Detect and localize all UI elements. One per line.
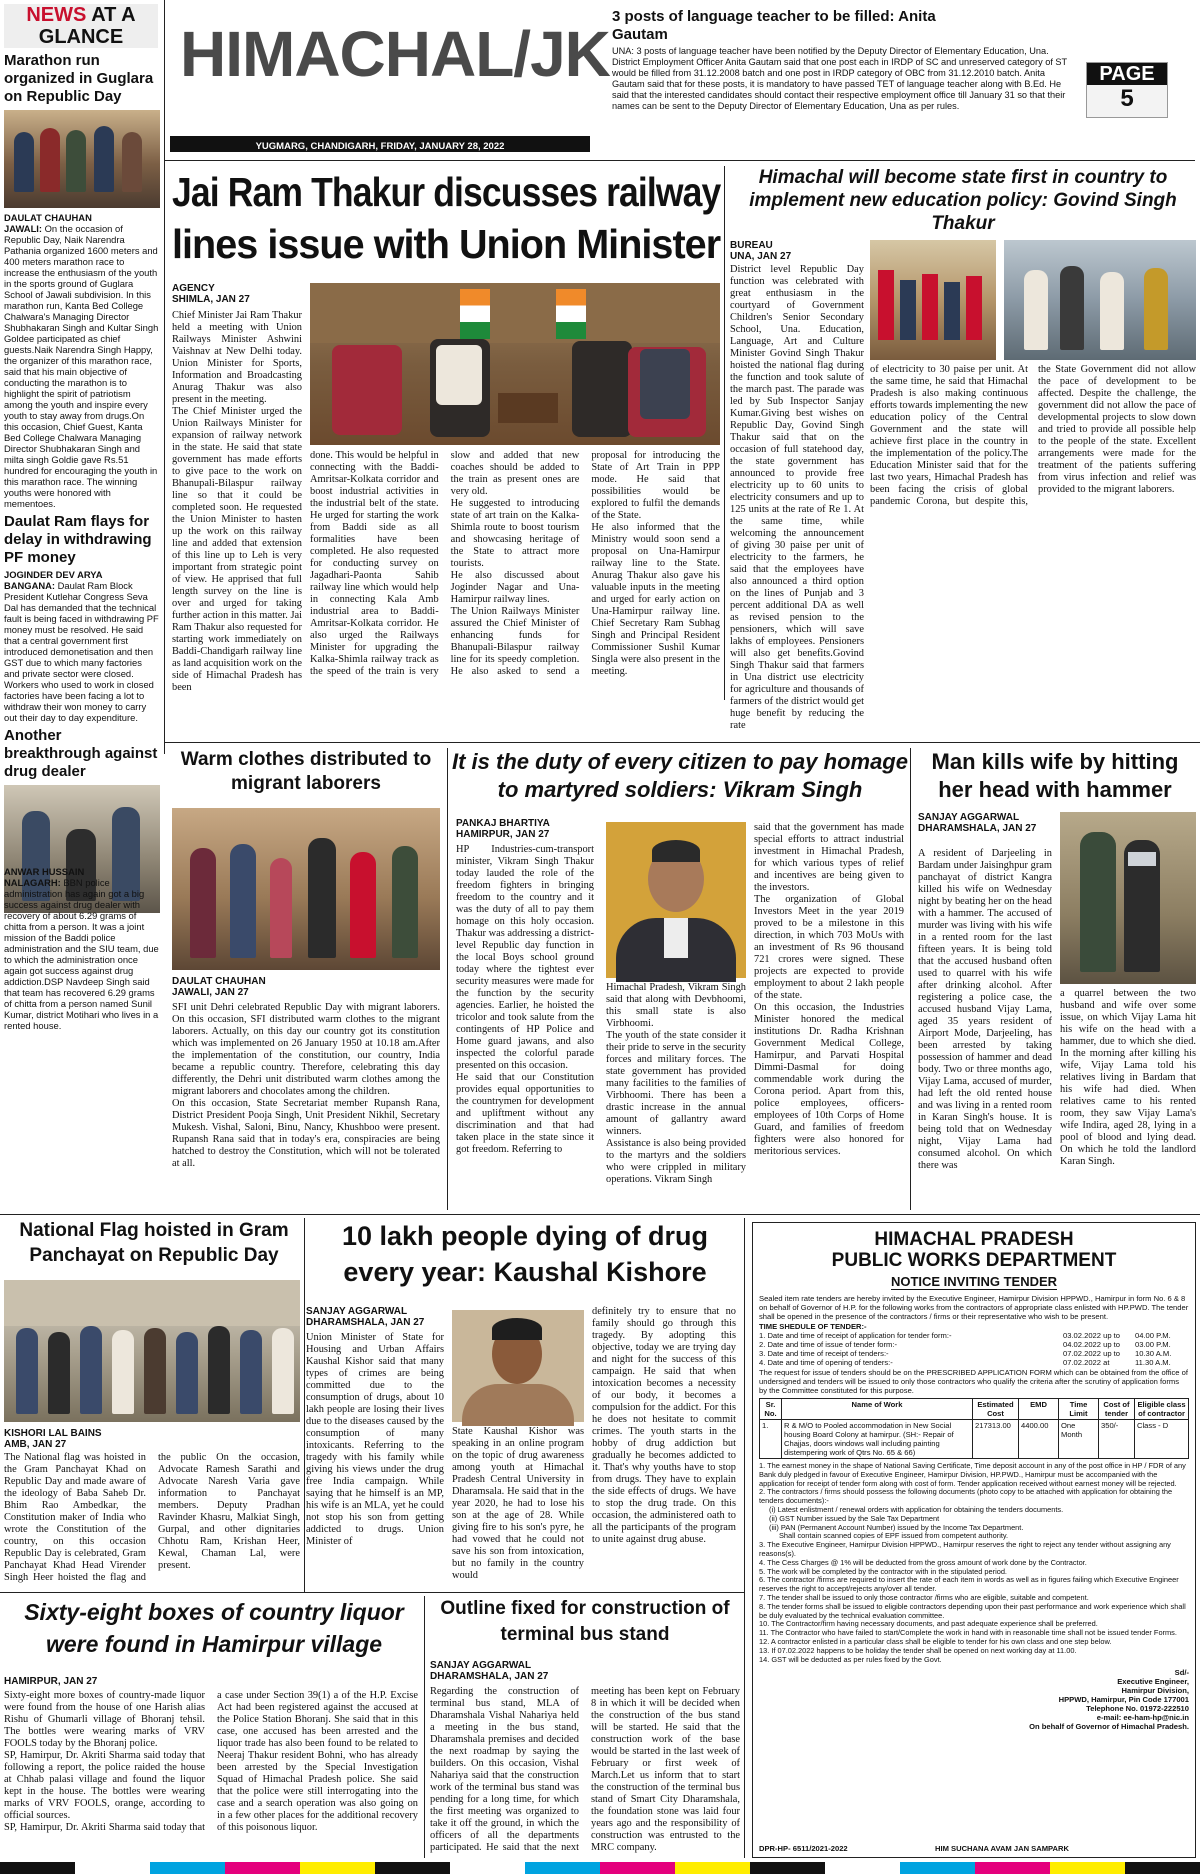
page-number: 5 (1120, 85, 1134, 112)
sidebar (4, 52, 160, 780)
page-label: PAGE (1087, 63, 1167, 85)
tender-schedule-row (759, 1340, 1189, 1349)
brief-pf-text (4, 580, 160, 723)
schedule-time: 04.00 P.M. (1135, 1331, 1171, 1340)
warm-clothes-byline-name: DAULAT CHAUHAN (172, 976, 266, 987)
wife-headline: Man kills wife by hitting her head with hammer (931, 749, 1179, 802)
tender-title-1: HIMACHAL PRADESH (874, 1229, 1074, 1250)
top-story-headline: 3 posts of language teacher to be filled: Anita Gautam (612, 8, 936, 43)
warm-clothes-photo (172, 808, 440, 970)
tender-schedule-row (759, 1331, 1189, 1340)
lead-byline (172, 283, 302, 305)
section-rule-2 (0, 1214, 1200, 1215)
busstand-byline-place: DHARAMSHALA, JAN 27 (430, 1671, 549, 1682)
sign-line: On behalf of Governor of Himachal Pradesh. (1029, 1722, 1189, 1732)
section-rule-1 (165, 742, 1200, 743)
brief-pf-place: BANGANA: (4, 580, 56, 591)
liquor-text: Sixty-eight more boxes of country-made liquor were found from the house of one Harish alias Rishu of Ghumarli village of Bhoranj tehsil. The bottles were wearing marks of VRV FOOLS today by the Bhoranj police. SP, Hamirpur, Dr. Akriti Sharma said today that following a report, the police raided the house at Chhab palasi village and found the liquor kept in the house. The bottles were wearing marks of VRV FOOLS, orange, according to official sources. SP, Hamirpur, Dr. Akriti Sharma said today that a case under Section 39(1) a of the H.P. Excise Act had been registered against the accused at the Police Station Bhoranj. She said that in this case, one accused has been arrested and the liquor trade has also been found to be related to Neeraj Thakur resident Bohni, who has already been arrested by the Special Investigation Squad of Himachal Pradesh police. She said that the police were still interrogating into the case and a search operation was also going on in a few other places for the additional recovery of this poisonous liquor. (4, 1690, 418, 1833)
sign-line: e-mail: ee-ham-hp@nic.in (1096, 1713, 1189, 1723)
glance-label: GLANCE (38, 26, 124, 48)
homage-byline-place: HAMIRPUR, JAN 27 (456, 829, 550, 840)
condition-item: 12. A contractor enlisted in a particular class shall be eligible to tender for his own class and one step below. (759, 1636, 1112, 1646)
brief-marathon-text (4, 223, 160, 509)
tender-intro: Sealed item rate tenders are hereby invited by the Executive Engineer, Hamirpur Division HPPWD., Hamirpur in form No. 6 & 8 on behalf of Governor of H.P. for the following works from the contractors of appropriate class enlisted with HP.PWD. The tender shall be opened in the presence of the contractors / firms or their representative who wish to be present. (759, 1294, 1189, 1321)
brief-drug-title: Another breakthrough against drug dealer (4, 727, 158, 780)
wife-text-right: a quarrel between the two husband and wife over some issue, on which Vijay Lama hit his wife on the head with a hammer, due to which she died. In the morning after killing his wife, Vijay Lama told his relatives living in Bardam that his wife had died. When relatives came to his rented room, they saw Vijay Lama's wife Indira, aged 28, lying in a pool of blood and lying dead. On which he told the landlord Karan Singh. (1060, 988, 1196, 1167)
schedule-label: 1. Date and time of receipt of application for tender form:- (759, 1331, 952, 1340)
top-story-text: UNA: 3 posts of language teacher have been notified by the Deputy Director of Elementary Education, Una. District Employment Officer Anita Gautam said that one post each in IRDP of SC and unreserved category of ST would be filled from 31.12.2008 batch and one post in IRDP category of OBC from 31.12.2010 batch. Anita Gautam said that for these posts, it is mandatory to have passed TET of language teacher along with B.Ed. He said that the interested candidates should contact their respective employment office till January 31 so that their names can be sent to the Deputy Director of Elementary Education, Una as per rules. (612, 46, 1068, 111)
schedule-time: 11.30 A.M. (1135, 1358, 1171, 1367)
drug-text-left: Union Minister of State for Housing and Urban Affairs Kaushal Kishor said that many types of crimes are being committed due to the consumption of drugs, about 10 lakh people are losing their lives due to the diseases caused by the consumption of many intoxicants. Referring to the tragedy with his family while giving his views under the drug free India campaign. While saying that he himself is an MP, his wife is an MLA, yet he could not stop his son from getting addicted to drugs. Union Minister of (306, 1332, 444, 1547)
homage-text-right: said that the government has made special efforts to attract industrial investment in Himachal Pradesh, for which various types of relief and incentives are being given to the investors. The organization of Global Investors Meet in the year 2019 proved to be a milestone in this direction, in which 703 MoUs with an investment of Rs 96 thousand 721 crores were signed. These projects are expected to provide employment to about 2 lakh people of the state. On this occasion, the Industries Minister honored the medical institutions Dr. Radha Krishnan Government Medical College, Hamirpur, and Parvati Hospital Dimmi-Dasmal for doing commendable work during the Corona period. Apart from this, police employees, officers-employees of 10th Corps of Home Guard, and families of freedom fighters were also honored for meritorious services. (754, 822, 904, 1157)
lead-rule-right (724, 166, 725, 700)
lead-text-bottom: done. This would be helpful in connecting with the Baddi-Amritsar-Kolkata corridor and boost industrial activities in the industrial belt of the state. He urged for starting the work from Baddi side as all formalities have been completed. He also requested for conducting survey on Jagadhari-Paonta Sahib railway line which would help in connecting Kala Amb industrial area to Baddi-Amritsar-Kolkata corridor. He also urged the Railways Minister for upgrading the Kalka-Shimla railway track as the speed of the train is very slow and added that new coaches should be added to the train as present ones are very old. He suggested to introducing state of art train on the Kalka-Shimla route to boost tourism and showcasing heritage of the State to attract more tourists. He also discussed about Joginder Nagar and Una-Hamirpur railway lines. The Union Railways Minister assured the Chief Minister of enhancing funds for Bhanupali-Bilaspur railway line for its speedy completion. He also asked to send a proposal for introducing the State of Art Train in PPP mode. He said that possibilities would be explored to fulfil the demands of the State. He also informed that the Ministry would soon send a proposal on Una-Hamirpur railway line to the State. Anurag Thakur also gave his valuable inputs in the meeting and urged for early action on Una-Hamirpur railway line. Chief Secretary Ram Subhag Singh and Principal Resident Commissioner Sushil Kumar Singla were also present in the meeting. (310, 450, 720, 677)
brief-drug-place: NALAGARH: (4, 877, 61, 888)
condition-item: 3. The Executive Engineer, Hamirpur Division HPPWD., Hamirpur reserves the right to reject any tender without assigning any reasons(s). (759, 1540, 1171, 1558)
th-work: Name of Work (782, 1399, 973, 1420)
tender-signature (759, 1668, 1189, 1731)
schedule-label: 2. Date and time of issue of tender form:- (759, 1340, 898, 1349)
schedule-time: 10.30 A.M. (1135, 1349, 1172, 1358)
tender-table-row (760, 1420, 1189, 1459)
condition-item: 13. If 07.02.2022 happens to be holiday the tender shall be opened on next working day at 11.00. (759, 1645, 1077, 1655)
wife-byline-place: DHARAMSHALA, JAN 27 (918, 823, 1037, 834)
td-cost: 217313.00 (973, 1420, 1019, 1459)
tender-table-header (760, 1399, 1189, 1420)
brief-drug-body: BBN police administration has again got a big success against drug dealer with recovery of about 6.29 grams of chitta from a person. It was a joint mission of the Baddi police administration and the SIU team, due to which the administration once again got success against drug addiction.DSP Navdeep Singh said that team has recovered 6.29 grams of chitta from a person named Sunil Kumar, district Motihari who lives in a rented house. (4, 877, 159, 1031)
liquor-rule (424, 1596, 425, 1858)
td-emd: 4400.00 (1019, 1420, 1059, 1459)
condition-item: 14. GST will be deducted as per rules fixed by the Govt. (759, 1654, 942, 1664)
td-tender-cost: 350/- (1099, 1420, 1135, 1459)
condition-item: Shall contain scanned copies of EPF issued from competent authority. (779, 1531, 1009, 1541)
busstand-byline-name: SANJAY AGGARWAL (430, 1660, 532, 1671)
wife-story-photo (1060, 812, 1196, 984)
th-sr: Sr. No. (760, 1399, 782, 1420)
section-rule-3 (0, 1592, 744, 1593)
drug-byline (306, 1306, 456, 1328)
tender-schedule (759, 1331, 1189, 1367)
flag-headline: National Flag hoisted in Gram Panchayat on Republic Day (19, 1220, 289, 1266)
homage-byline (456, 818, 606, 840)
schedule-date: 07.02.2022 at (1063, 1358, 1110, 1367)
schedule-label: 3. Date and time of receipt of tenders:- (759, 1349, 889, 1358)
sidebar-rule (164, 0, 165, 754)
tender-schedule-row (759, 1358, 1189, 1367)
lead-byline-name: AGENCY (172, 283, 215, 294)
condition-item: (iii) PAN (Permanent Account Number) issued by the Income Tax Department. (769, 1522, 1024, 1532)
td-sr: 1. (760, 1420, 782, 1459)
kaushal-kishore-photo (452, 1310, 584, 1422)
page-number-box (1086, 62, 1168, 118)
sign-line: Telephone No. 01972-222510 (1086, 1704, 1189, 1714)
condition-item: 11. The Contractor who have failed to start/Complete the work in hand with in reasonable time shall not be issued tender Forms. (759, 1628, 1177, 1638)
tender-table (759, 1398, 1189, 1459)
liquor-headline (4, 1596, 424, 1668)
masthead-title-box (170, 4, 610, 134)
warm-clothes-headline: Warm clothes distributed to migrant laborers (180, 749, 432, 794)
tender-schedule-title: TIME SHEDULE OF TENDER:- (759, 1322, 867, 1331)
vikram-singh-photo (606, 822, 746, 978)
condition-item: 2. The contractors / firms should possess the following documents (photo copy to be attached with application for obtaining the tenders documents):- (759, 1487, 1173, 1506)
wife-byline (918, 812, 1068, 834)
brief-marathon-title: Marathon run organized in Guglara on Republic Day (4, 52, 154, 105)
drug-byline-place: DHARAMSHALA, JAN 27 (306, 1317, 425, 1328)
schedule-date: 04.02.2022 up to (1063, 1340, 1121, 1349)
td-time: One Month (1059, 1420, 1099, 1459)
education-byline-place: UNA, JAN 27 (730, 251, 792, 262)
brief-drug-text (4, 877, 160, 1031)
sign-line: HPPWD, Hamirpur, Pin Code 177001 (1058, 1695, 1189, 1705)
condition-item: 5. The work will be completed by the contractor with in the stipulated period. (759, 1566, 1007, 1576)
tender-footer-dept: HIM SUCHANA AVAM JAN SAMPARK (934, 1844, 1069, 1853)
drug-text-mid: State Kaushal Kishor was speaking in an online program on the topic of drug awareness among youth at Himachal Pradesh Central University in Dharamsala. He said that in the year 2020, he had to lose his son at the age of 28. While giving fire to his son's pyre, he had vowed that he could not save his son from intoxication, but no family in the country would (452, 1426, 584, 1581)
schedule-label: 4. Date and time of opening of tenders:- (759, 1358, 893, 1367)
dateline-bar (170, 136, 590, 152)
flag-photo (4, 1280, 300, 1422)
tender-notice-label: NOTICE INVITING TENDER (890, 1274, 1058, 1289)
condition-item: 6. The contractor /firms are required to insert the rate of each item in words as well as in figures failing which Executive Engineer reserves the right to accept/rejects any/over all tender. (759, 1575, 1179, 1594)
education-byline-name: BUREAU (730, 240, 773, 251)
condition-item: 8. The tender forms shall be issued to eligible contractors depending upon their past performance and work experience which shall be duly evaluated by the technical evaluation committee. (759, 1601, 1186, 1620)
dateline: YUGMARG, CHANDIGARH, FRIDAY, JANUARY 28, 2022 (255, 141, 505, 152)
education-photo (870, 240, 996, 360)
warm-clothes-rule (447, 748, 448, 1210)
brief-pf-body: Daulat Ram Block President Kutlehar Congress Seva Dal has demanded that the technical fault is being faced in withdrawing PF money must be resolved. He said that a central government first introduced demonetisation and then GST due to which many factories and private sector were closed. Workers who used to work in closed factories have been facing a lot to withdraw their won money to carry out their day to day expenditure. (4, 580, 159, 723)
drug-headline (308, 1218, 742, 1298)
top-story (612, 8, 1082, 158)
homage-rule (910, 748, 911, 1210)
lead-photo (310, 283, 720, 445)
tender-footer-ref: DPR-HP- 6511/2021-2022 (759, 1844, 848, 1853)
lead-headline-line1: Jai Ram Thakur discusses railway (172, 169, 721, 215)
sign-line: Sd/- (1174, 1668, 1189, 1678)
news-at-a-glance-box (4, 4, 158, 48)
flag-rule (304, 1218, 305, 1592)
tender-prescribed: The request for issue of tenders should be on the PRESCRIBED APPLICATION FORM which can be obtained from the office of undersigned and tenders will be issued to only those contractors who qualify the criteria after the scrutiny of application forms by the Committee constituted for this purpose. (759, 1368, 1188, 1395)
education-headline: Himachal will become state first in country to implement new education policy: Govind Singh Thakur (749, 167, 1177, 234)
th-class: Eligible class of contractor (1135, 1399, 1189, 1420)
sign-line: Hamirpur Division, (1121, 1686, 1189, 1696)
condition-item: (ii) GST Number issued by the Sale Tax Department (769, 1513, 940, 1523)
wife-text-left: A resident of Darjeeling in Bardam under Jaisinghpur gram panchayat of district Kangra killed his wife on Wednesday night by beating her on the head with a hammer. The accused of murder was living with his wife in a rented room for the last fifteen years. It is being told that the accused husband often used to quarrel with his wife after drinking alcohol. After registering a police case, the accused husband Vijay Lama, aged 35 years resident of Airport Mode, Darjeeling, has been arrested by taking possession of hammer and dead body. Two or three months ago, Vijay Lama, accused of murder, had left the old rented house and was living in a rented room in Karan Singh's house. It is being told that on Wednesday night, Vijay Lama had consumed alcohol. On which there was (918, 848, 1052, 1171)
lead-headline (172, 166, 720, 278)
brief-marathon-place: JAWALI: (4, 223, 43, 234)
tender-schedule-row (759, 1349, 1189, 1358)
education-photo-2 (1004, 240, 1196, 360)
condition-item: 10. The Contractor/firm having necessary documents, and past adequate experience shall be preferred. (759, 1619, 1098, 1629)
lead-headline-line2: lines issue with Union Minister (172, 221, 721, 267)
brief-pf-byline: JOGINDER DEV ARYA (4, 569, 103, 580)
busstand-headline: Outline fixed for construction of terminal bus stand (440, 1598, 730, 1645)
tender-footer (759, 1844, 1189, 1853)
schedule-date: 03.02.2022 up to (1063, 1331, 1121, 1340)
at-a-label: AT A (91, 4, 136, 26)
th-emd: EMD (1019, 1399, 1059, 1420)
drug-text-right: definitely try to ensure that no family should go through this tragedy. By adopting this objective, today we are trying day and night for the success of this campaign. He said that when intoxication becomes a necessity of our body, it becomes a compulsion for the addict. For this he does not hesitate to commit crimes. The youth starts in the hobby of drug addiction but gradually he becomes addicted to it. That's why youths have to stop from drugs. They have to explain the side effects of drugs. We have to stop the drug trade. On this occasion, the administered oath to all the participants of the program to unite against drug abuse. (592, 1306, 736, 1545)
marathon-photo (4, 110, 160, 208)
busstand-byline (430, 1660, 580, 1682)
brief-pf-title: Daulat Ram flays for delay in withdrawing PF money (4, 513, 152, 566)
schedule-time: 03.00 P.M. (1135, 1340, 1171, 1349)
condition-item: 1. The earnest money in the shape of National Saving Certificate, Time deposit account in any of the post office in HP / FDR of any Bank duly pledged in favour of Executive Engineer, Hamirpur Division, HP.PWD., Hamirpur must be accompanied with the application for receipt of tender form along with cost of form. Tender application received without earnest money will be rejected. (759, 1461, 1186, 1488)
homage-headline: It is the duty of every citizen to pay homage to martyred soldiers: Vikram Singh (452, 749, 908, 802)
homage-text-left: HP Industries-cum-transport minister, Vikram Singh Thakur today lauded the role of the freedom fighters in bringing freedom to the country and it was the duty of all to pay them homage on this holy occasion. Thakur was addressing a district-level Republic day function in the local Boys school ground today where the tightest ever security measures were made for the function by the security agencies. Earlier, he hoisted the tricolor and took salute from the contingents of HP Police and Home guard jawans, and also inspected the colorful parade presented on this occasion. He said that our Constitution provides equal opportunities to the countrymen for development and upliftment without any discrimination and that had taken place in the state since it got freedom. Referring to (456, 844, 594, 1155)
liquor-headline-line1: Sixty-eight boxes of country liquor (24, 1599, 404, 1625)
brief-drug-byline: ANWAR HUSSAIN (4, 866, 85, 877)
condition-item: (i) Latest enlistment / renewal orders with application for obtaining the tenders documents. (769, 1504, 1064, 1514)
th-cost: Estimated Cost (973, 1399, 1019, 1420)
color-registration-strip (0, 1862, 1200, 1874)
tender-rule (744, 1218, 745, 1858)
lead-text-left: Chief Minister Jai Ram Thakur held a meeting with Union Railways Minister Ashwini Vaishnav at New Delhi today. Union Minister for Sports, Information and Broadcasting Anurag Thakur was also present in the meeting. The Chief Minister urged the Union Railways Minister for expansion of railway network in the state. He said that state government has made efforts to give pace to the work on Bhanupali-Bilaspur railway line so that it could be completed soon. He requested the Union Minister to hasten up the work on this railway line and added that extension of this line up to Leh is very important from strategic point of view. He apprised that full length survey on the line is over and urged for taking further action in this matter. Jai Ram Thakur also requested for starting work immediately on Baddi-Chandigarh railway line as land acquisition work on the side of Himachal Pradesh has been (172, 310, 302, 693)
sidebar-lower (4, 866, 160, 1031)
tender-title-2: PUBLIC WORKS DEPARTMENT (831, 1250, 1117, 1271)
liquor-place: HAMIRPUR, JAN 27 (4, 1676, 98, 1687)
education-text-left: District level Republic Day function was celebrated with great enthusiasm in the courtyard of Government Children's Senior Secondary School, Una. Education, Language, Art and Culture Minister Govind Singh Thakur hoisted the national flag during the function and took salute of the march past. The parade was led by Sub Inspector Sanjay Kumar.Giving best wishes on Republic Day, Govind Singh Thakur said that on the occasion of full statehood day, the state government has announced to provide free electricity up to 60 units to electricity consumers and up to 125 units at the rate of Re 1. At the same time, while welcoming the announcement of giving 30 paise per unit of electricity to the farmers, he said that the employees have also announced a third option on the lines of Punjab and 3 percent additional DA as well as revised pension to the pensioners, which will save lakhs of employees. Pensioners will also get benefits.Govind Singh Thakur said that farmers in Una district use electricity for agriculture and thousands of farmers of the district would get huge benefit by reducing the rate (730, 264, 864, 731)
homage-text-mid: Himachal Pradesh, Vikram Singh said that along with Devbhoomi, this small state is also Virbhoomi. The youth of the state consider it their pride to serve in the security forces and military forces. The state government has provided many facilities to the families of Virbhoomi. There has been a drastic increase in the annual amount of gallantry award winners. Assistance is also being provided to the martyrs and the soldiers who were crippled in military operations. Vikram Singh (606, 982, 746, 1185)
td-work: R & M/O to Pooled accommodation in New Social housing Board Colony at hamirpur. (SH:- Repair of Chajjas, doors windows wall including painting distempering work of Qtrs No. 65 & 66) (782, 1420, 973, 1459)
lead-byline-place: SHIMLA, JAN 27 (172, 294, 250, 305)
drug-headline-line2: every year: Kaushal Kishore (343, 1257, 707, 1287)
flag-byline-place: AMB, JAN 27 (4, 1439, 67, 1450)
th-tender-cost: Cost of tender (1099, 1399, 1135, 1420)
masthead-rule (165, 160, 1195, 161)
sign-line: Executive Engineer, (1117, 1677, 1189, 1687)
th-time: Time Limit (1059, 1399, 1099, 1420)
drug-headline-line1: 10 lakh people dying of drug (341, 1221, 709, 1251)
condition-item: 4. The Cess Charges @ 1% will be deducted from the gross amount of work done by the Contractor. (759, 1557, 1087, 1567)
condition-item: 7. The tender shall be issued to only those contractor /firms who are eligible, suitable and competent. (759, 1592, 1089, 1602)
flag-text: The National flag was hoisted in the Gram Panchayat Khad on Republic Day and made aware of the ideology of Baba Saheb Dr. Bhim Rao Ambedkar, the Constitution maker of India who wrote the Constitution of the country, on this occasion Republic Day is celebrated, Gram Panchayat Khad Head Virender Singh Heer hoisted the flag and the public On the occasion, Advocate Ramesh Sarathi and Advocate Naresh Varia gave information to Panchayat members. Deputy Pradhan Ravinder Khasru, Malkiat Singh, Gurpal, and other dignitaries Chhotu Ram, Krishan Heer, Kewal, Chaman Lal, were present. (4, 1452, 300, 1583)
warm-clothes-byline (172, 976, 440, 998)
news-label: NEWS (26, 4, 87, 26)
td-class: Class - D (1135, 1420, 1189, 1459)
education-byline (730, 240, 870, 262)
warm-clothes-text: SFI unit Dehri celebrated Republic Day with migrant laborers. On this occasion, SFI distributed warm clothes to the migrant laborers. Actually, on this day our country got its constitution which was implemented on 26 January 1950 at 10.18 am.After the implementation of the constitution, our country, India became a republic country. Therefore, celebrating this day differently, the Dehri unit distributed warm clothes among the migrant laborers and chocolates among the children. On this occasion, State Secretariat member Rupansh Rana, District President Pooja Singh, Unit President Nikhil, Secretary Mukesh. Vishal, Saloni, Binu, Nancy, Khushboo were present. Rupansh Rana said that in today's era, conspiracies are being hatched to destroy the Constitution, which will not be tolerated at all. (172, 1002, 440, 1169)
education-text-right: of electricity to 30 paise per unit. At the same time, he said that Himachal Pradesh is also making continuous efforts towards implementing the new education policy of the Central Government and the state will achieve first place in the country in the implementation of the policy.The Education Minister said that for the last two years, Himachal Pradesh has been facing the crisis of global pandemic Corona, but despite this, the State Government did not allow the pace of development to be affected. Despite the challenge, the government did not allow the pace of developmental projects to slow down and tried to provide all possible help to the people of the state. Excellent arrangements were made for the treatment of the patients suffering from virus infection and relief was provided to the migrant laborers. (870, 364, 1196, 507)
brief-marathon-body: On the occasion of Republic Day, Naik Narendra Pathania organized 1600 meters and 400 meters marathon race to increase the enthusiasm of the youth in the sports ground of Guglara School of Jawali subdivision. In this marathon run, Kanta Bed College Chalwara's Managing Director Shubhakaran Singh and Kultar Singh Goldee participated as chief guests.Naik Narendra Singh Happy, the organizer of this marathon race, said that his main objective of conducting the marathon is to highlight the spirit of patriotism among the youth and inspire every youth to stay away from drugs.On this occasion, Chief Guest, Kanta Bed College Chalwara Managing Director Shubhakaran Singh and milta singh Goldie gave Rs.51 hundred for encouraging the youth in this marathon race. The winning youths were honored with mementoes. (4, 223, 159, 509)
busstand-text: Regarding the construction of terminal bus stand, MLA of Dharamshala Vishal Nahariya held a meeting in the bus stand, Dharamshala premises and decided the next roadmap by saying the builders. On this occasion, Vishal Nahariya said that the construction work of the terminal bus stand was pending for a long time, for which the first meeting was organized to take it off the ground, in which the officers of all the departments participated. He said that the next meeting has been kept on February 8 in which it will be decided when the construction of the bus stand will be started. He said that the construction work of the base would be started in the last week of February or first week of March.Let us inform that to start the construction of the terminal bus stand of Smart City Dharamshala, the foundation stone was laid four years ago and the responsibility of construction was entrusted to the MRC company. (430, 1686, 740, 1853)
masthead-title: HIMACHAL/JK (180, 18, 610, 90)
schedule-date: 07.02.2022 up to (1063, 1349, 1121, 1358)
homage-byline-name: PANKAJ BHARTIYA (456, 818, 550, 829)
drug-byline-name: SANJAY AGGARWAL (306, 1306, 408, 1317)
tender-conditions (759, 1462, 1189, 1664)
tender-notice (752, 1222, 1196, 1858)
wife-byline-name: SANJAY AGGARWAL (918, 812, 1020, 823)
flag-byline-name: KISHORI LAL BAINS (4, 1428, 102, 1439)
warm-clothes-byline-place: JAWALI, JAN 27 (172, 987, 249, 998)
liquor-headline-line2: were found in Hamirpur village (45, 1631, 383, 1657)
brief-marathon-byline: DAULAT CHAUHAN (4, 212, 92, 223)
flag-byline (4, 1428, 164, 1450)
